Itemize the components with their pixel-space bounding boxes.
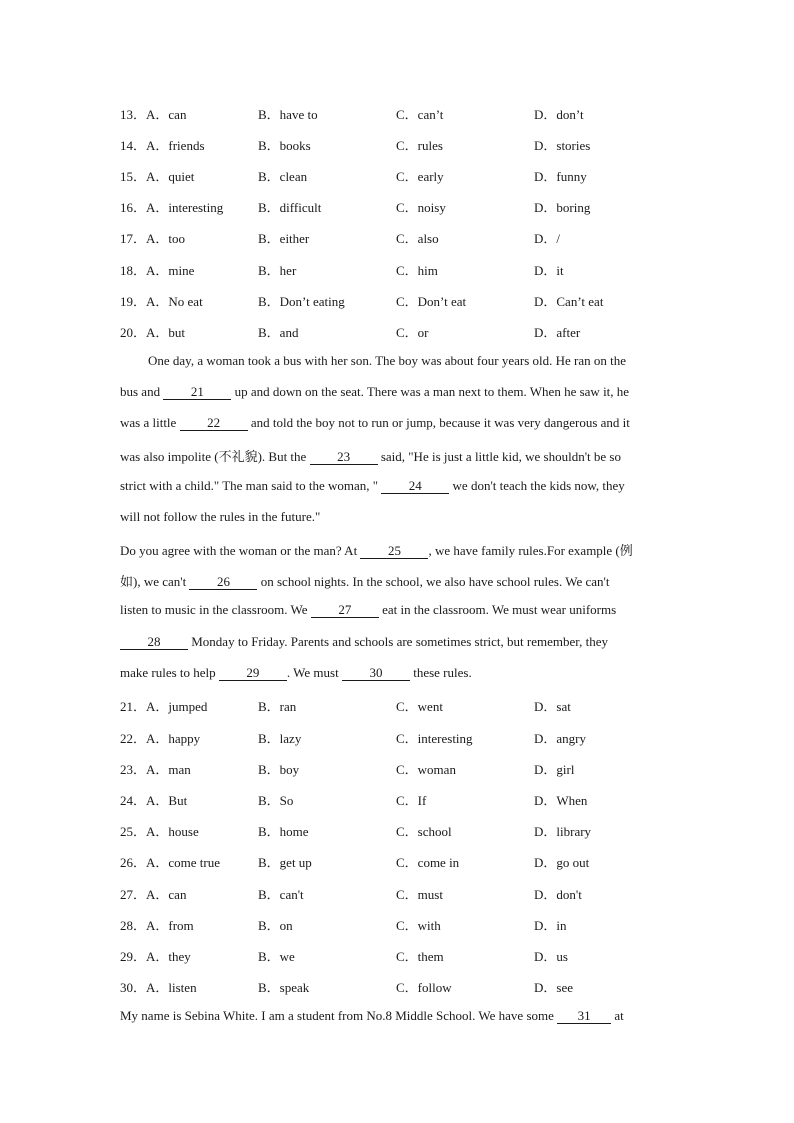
option-d: D．boring: [534, 200, 591, 215]
option-c: C．must: [396, 887, 443, 902]
option-d: D．library: [534, 824, 592, 839]
option-d: D．/: [534, 231, 561, 246]
passage-line: 28 Monday to Friday. Parents and schools are sometimes strict, but remember, they: [120, 634, 680, 650]
option-c: C．follow: [396, 980, 452, 995]
option-b: B．clean: [258, 169, 308, 184]
question-row: [120, 135, 680, 155]
option-a: 19．A．No eat: [120, 294, 203, 309]
passage-line: My name is Sebina White. I am a student from No.8 Middle School. We have some 31 at: [120, 1008, 624, 1023]
option-d: D．us: [534, 949, 568, 964]
option-d: D．don't: [534, 887, 582, 902]
passage-line: Do you agree with the woman or the man? At 25 , we have family rules.For example (例: [120, 543, 633, 558]
option-a: 28．A．from: [120, 918, 194, 933]
option-c: C．rules: [396, 138, 443, 153]
passage-line: make rules to help 29 . We must 30 these rules.: [120, 665, 472, 680]
option-c: C．with: [396, 918, 441, 933]
option-b: B．home: [258, 824, 309, 839]
option-b: B．have to: [258, 107, 318, 122]
option-d: D．angry: [534, 731, 586, 746]
option-a: 30．A．listen: [120, 980, 197, 995]
blank-26: 26: [189, 575, 257, 590]
option-b: B．either: [258, 231, 310, 246]
option-b: B．boy: [258, 762, 300, 777]
question-row: [120, 977, 680, 997]
option-a: 13．A．can: [120, 107, 187, 122]
option-b: B．Don’t eating: [258, 294, 345, 309]
question-row: [120, 696, 680, 716]
option-b: B．we: [258, 949, 295, 964]
option-d: D．go out: [534, 855, 590, 870]
passage-line: was also impolite (不礼貌). But the 23 said, "He is just a little kid, we shouldn't be so: [120, 449, 621, 464]
option-a: 18．A．mine: [120, 263, 195, 278]
option-c: C．come in: [396, 855, 460, 870]
blank-21: 21: [163, 385, 231, 400]
option-d: D．after: [534, 325, 581, 340]
option-d: D．stories: [534, 138, 591, 153]
question-row: [120, 821, 680, 841]
option-b: B．So: [258, 793, 294, 808]
option-b: B．her: [258, 263, 297, 278]
option-a: 24．A．But: [120, 793, 188, 808]
option-b: B．on: [258, 918, 293, 933]
option-c: C．or: [396, 325, 429, 340]
option-a: 16．A．interesting: [120, 200, 224, 215]
option-a: 20．A．but: [120, 325, 186, 340]
question-row: [120, 166, 680, 186]
option-b: B．lazy: [258, 731, 302, 746]
question-row: [120, 322, 680, 342]
option-c: C．them: [396, 949, 444, 964]
option-c: C．If: [396, 793, 427, 808]
question-row: [120, 728, 680, 748]
option-c: C．woman: [396, 762, 456, 777]
option-d: D．When: [534, 793, 588, 808]
option-c: C．interesting: [396, 731, 473, 746]
question-row: [120, 260, 680, 280]
option-b: B．can't: [258, 887, 304, 902]
option-c: C．went: [396, 699, 443, 714]
option-b: B．books: [258, 138, 311, 153]
option-a: 29．A．they: [120, 949, 191, 964]
option-a: 23．A．man: [120, 762, 191, 777]
question-row: [120, 852, 680, 872]
option-d: D．don’t: [534, 107, 584, 122]
passage-line: strict with a child." The man said to the woman, " 24 we don't teach the kids now, they: [120, 478, 625, 493]
option-d: D．in: [534, 918, 567, 933]
question-row: [120, 291, 680, 311]
blank-30: 30: [342, 666, 410, 681]
question-row: [120, 946, 680, 966]
option-b: B．get up: [258, 855, 312, 870]
option-a: 22．A．happy: [120, 731, 201, 746]
blank-23: 23: [310, 450, 378, 465]
question-row: [120, 884, 680, 904]
question-row: [120, 104, 680, 124]
question-row: [120, 790, 680, 810]
blank-31: 31: [557, 1009, 611, 1024]
option-a: 27．A．can: [120, 887, 187, 902]
blank-29: 29: [219, 666, 287, 681]
question-row: [120, 197, 680, 217]
option-c: C．Don’t eat: [396, 294, 467, 309]
option-b: B．and: [258, 325, 299, 340]
option-b: B．ran: [258, 699, 297, 714]
option-b: B．difficult: [258, 200, 322, 215]
passage-line: listen to music in the classroom. We 27 eat in the classroom. We must wear uniforms: [120, 602, 617, 617]
option-d: D．funny: [534, 169, 587, 184]
passage-line: 如), we can't 26 on school nights. In the school, we also have school rules. We can't: [120, 574, 610, 589]
option-d: D．it: [534, 263, 564, 278]
question-row: [120, 915, 680, 935]
option-a: 15．A．quiet: [120, 169, 195, 184]
blank-24: 24: [381, 479, 449, 494]
option-d: D．Can’t eat: [534, 294, 604, 309]
blank-25: 25: [360, 544, 428, 559]
option-d: D．sat: [534, 699, 571, 714]
option-a: 14．A．friends: [120, 138, 205, 153]
option-c: C．noisy: [396, 200, 446, 215]
question-row: [120, 228, 680, 248]
option-d: D．see: [534, 980, 573, 995]
blank-28: 28: [120, 635, 188, 650]
blank-22: 22: [180, 416, 248, 431]
passage-line: was a little 22 and told the boy not to run or jump, because it was very dangerous and it: [120, 415, 630, 430]
option-b: B．speak: [258, 980, 310, 995]
blank-27: 27: [311, 603, 379, 618]
question-row: [120, 759, 680, 779]
option-a: 17．A．too: [120, 231, 186, 246]
option-a: 26．A．come true: [120, 855, 221, 870]
option-c: C．also: [396, 231, 439, 246]
option-c: C．can’t: [396, 107, 444, 122]
option-c: C．him: [396, 263, 438, 278]
option-a: 21．A．jumped: [120, 699, 208, 714]
passage-line: bus and 21 up and down on the seat. There was a man next to them. When he saw it, he: [120, 384, 630, 399]
option-c: C．school: [396, 824, 452, 839]
option-a: 25．A．house: [120, 824, 199, 839]
passage-line: One day, a woman took a bus with her son. The boy was about four years old. He ran on the: [148, 353, 626, 368]
option-c: C．early: [396, 169, 444, 184]
passage-line: will not follow the rules in the future.": [120, 509, 321, 524]
option-d: D．girl: [534, 762, 575, 777]
